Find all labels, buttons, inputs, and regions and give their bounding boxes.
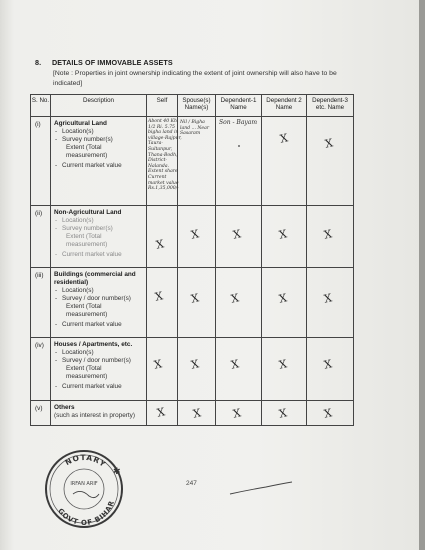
cell-spouse (178, 401, 216, 426)
row-description (51, 338, 147, 401)
row-description (51, 401, 147, 426)
row-item: - Current market value (54, 383, 144, 391)
seal-name: IRFAN ARIF (70, 481, 98, 487)
page-number: 247 (186, 480, 197, 487)
cross-mark: X (277, 357, 289, 372)
row-item: - Current market value (54, 251, 144, 259)
seal-text-bottom: GOVT OF BIHAR (56, 499, 117, 528)
cross-mark: X (189, 291, 201, 306)
row-item: - Current market value (54, 162, 144, 170)
cross-mark: X (154, 237, 166, 252)
row-title: Buildings (commercial and residential) (54, 271, 136, 286)
row-description (51, 268, 147, 338)
row-number: (i) (31, 117, 51, 206)
header-description: Description (51, 95, 147, 117)
signature-stroke (228, 476, 298, 498)
cross-mark: X (322, 291, 334, 306)
row-item: - Location(s) (54, 217, 144, 225)
cell-self (147, 401, 178, 426)
row-item: (such as interest in property) (54, 412, 135, 419)
cross-mark: X (323, 136, 335, 151)
cell-spouse (178, 338, 216, 401)
row-number: (iv) (31, 338, 51, 401)
row-item: - Survey / door number(s) (54, 295, 144, 303)
cell-spouse (178, 117, 216, 206)
cross-mark: X (277, 227, 289, 242)
seal-star-icon: ✱ (113, 467, 121, 477)
header-spouse: Spouse(s) Name(s) (178, 95, 216, 117)
cross-mark: X (322, 357, 334, 372)
cross-mark: X (152, 357, 164, 372)
cross-mark: X (322, 406, 334, 421)
table-row (31, 206, 354, 268)
cell-dependent-2 (262, 401, 307, 426)
cell-self (147, 268, 178, 338)
cell-spouse (178, 206, 216, 268)
cross-mark: X (278, 131, 290, 146)
ink-dot (238, 145, 240, 147)
row-item: Extent (Total measurement) (66, 233, 108, 248)
cross-mark: X (277, 291, 289, 306)
cross-mark: X (191, 406, 203, 421)
cross-mark: X (153, 289, 165, 304)
header-self: Self (147, 95, 178, 117)
section-title: DETAILS OF IMMOVABLE ASSETS (52, 58, 173, 67)
cross-mark: X (155, 405, 167, 420)
cell-dependent-1 (216, 206, 262, 268)
row-title: Others (54, 404, 75, 411)
section-number: 8. (35, 58, 42, 67)
notary-seal-stamp (43, 448, 125, 530)
section-note: [Note : Properties in joint ownership indicating the extent of joint ownership will also have to be indicated] (53, 70, 337, 87)
cross-mark: X (229, 357, 241, 372)
cell-dependent-3 (307, 268, 354, 338)
cell-dependent-3 (307, 401, 354, 426)
handwritten-entry: Son - Bayam (219, 119, 258, 126)
cell-self (147, 206, 178, 268)
row-number: (ii) (31, 206, 51, 268)
scan-edge (419, 0, 425, 550)
row-description (51, 206, 147, 268)
row-number: (iii) (31, 268, 51, 338)
row-item: - Location(s) (54, 287, 144, 295)
row-item: - Location(s) (54, 128, 144, 136)
table-row (31, 268, 354, 338)
cross-mark: X (231, 406, 243, 421)
cell-dependent-3 (307, 117, 354, 206)
cell-dependent-2 (262, 338, 307, 401)
cross-mark: X (322, 227, 334, 242)
row-item: Extent (Total measurement) (66, 144, 108, 159)
cell-dependent-3 (307, 338, 354, 401)
header-sno: S. No. (31, 95, 51, 117)
row-item: - Survey number(s) (54, 136, 144, 144)
header-dependent-3: Dependent-3 etc. Name (307, 95, 354, 117)
cell-dependent-2 (262, 117, 307, 206)
row-title: Non-Agricultural Land (54, 209, 122, 216)
header-dependent-1: Dependent-1 Name (216, 95, 262, 117)
table-header-row (31, 95, 354, 117)
seal-text-top: NOTARY (63, 452, 108, 470)
row-item: - Current market value (54, 321, 144, 329)
row-item: Extent (Total measurement) (66, 365, 108, 380)
immovable-assets-table (30, 94, 354, 426)
table-row (31, 338, 354, 401)
cross-mark: X (231, 227, 243, 242)
cell-dependent-1 (216, 338, 262, 401)
cross-mark: X (277, 406, 289, 421)
cell-self (147, 338, 178, 401)
row-item: - Location(s) (54, 349, 144, 357)
cell-dependent-3 (307, 206, 354, 268)
row-item: - Survey / door number(s) (54, 357, 144, 365)
cross-mark: X (189, 357, 201, 372)
handwritten-entry: Nil / Bigha land ... Near Sasaram (180, 120, 210, 137)
seal-signature-scribble (73, 491, 99, 497)
cell-dependent-1 (216, 268, 262, 338)
row-description (51, 117, 147, 206)
header-dependent-2: Dependent 2 Name (262, 95, 307, 117)
row-title: Agricultural Land (54, 120, 107, 127)
table-row (31, 117, 354, 206)
row-item: - Survey number(s) (54, 225, 144, 233)
cell-dependent-1 (216, 117, 262, 206)
row-title: Houses / Apartments, etc. (54, 341, 133, 348)
cell-dependent-2 (262, 268, 307, 338)
cell-self (147, 117, 182, 206)
row-number: (v) (31, 401, 51, 426)
row-item: Extent (Total measurement) (66, 303, 108, 318)
cell-spouse (178, 268, 216, 338)
cell-dependent-1 (216, 401, 262, 426)
cross-mark: X (229, 291, 241, 306)
cell-dependent-2 (262, 206, 307, 268)
handwritten-entry: Abont 40 Kh. 1/2 Ri. 5.75 bigha land in village-Rajpur, Taura-Sultanpur, Thana-Bodh, District-Nalanda. Extent share Current market value Rs.1,35,000/- (148, 119, 182, 192)
cross-mark: X (189, 227, 201, 242)
table-row (31, 401, 354, 426)
